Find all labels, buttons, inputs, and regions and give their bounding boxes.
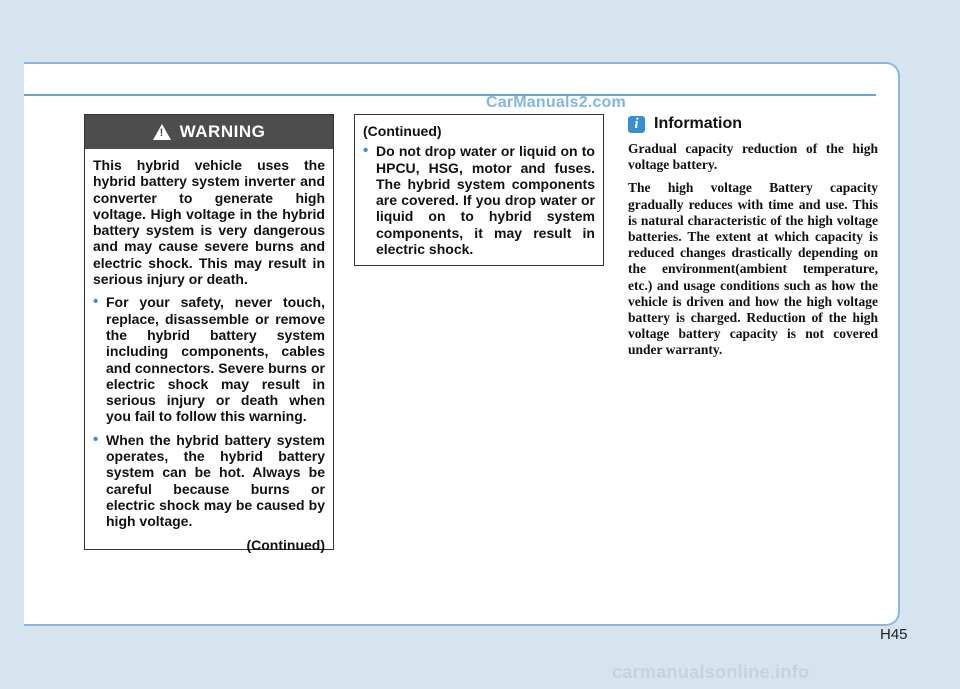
bullet-dot-icon: • <box>93 430 99 448</box>
continued-bullet-text: Do not drop water or liquid on to HPCU, HSG, motor and fuses. The hybrid system components are covered. If you drop water or liquid on to hybrid system components, it may result in electric shock. <box>376 143 595 258</box>
watermark-top[interactable]: CarManuals2.com <box>486 94 626 111</box>
page-number: H45 <box>880 626 908 643</box>
information-header <box>628 116 878 133</box>
continued-title: (Continued) <box>363 123 442 139</box>
information-paragraph: The high voltage Battery capacity gradually reduces with time and use. This is natural characteristic of the high voltage batteries. The extent at which capacity is reduced changes drastically depending on the environment(ambient temperature, etc.) and usage conditions such as how the vehicle is driven and how the high voltage battery is charged. Reduction of the high voltage battery capacity is not covered under warranty. <box>628 180 878 358</box>
warning-header-label: WARNING <box>179 122 266 141</box>
bullet-dot-icon: • <box>363 142 369 160</box>
information-paragraph: Gradual capacity reduction of the high voltage battery. <box>628 141 878 173</box>
info-icon: i <box>628 116 645 133</box>
warning-bullet <box>93 432 325 530</box>
continued-warning-box <box>354 114 604 266</box>
information-section <box>628 116 878 366</box>
manual-page <box>24 62 900 626</box>
warning-triangle-icon: ! <box>153 124 171 140</box>
watermark-bottom[interactable]: carmanualsonline.info <box>612 662 810 682</box>
header-rule <box>24 94 876 96</box>
warning-bullet-text: For your safety, never touch, replace, disassemble or remove the hybrid battery system including components, cables and connectors. Severe burns or electric shock may result in serious injury or death when you fail to follow this warning. <box>106 294 325 425</box>
warning-bullet-text: When the hybrid battery system operates, the hybrid battery system can be hot. Always be careful because burns or electric shock may be caused by high voltage. <box>106 431 325 530</box>
warning-bullet <box>93 294 325 424</box>
warning-header <box>85 115 333 149</box>
warning-paragraph: This hybrid vehicle uses the hybrid battery system inverter and converter to generate high voltage. High voltage in the hybrid battery system is very dangerous and may cause severe burns and electric shock. This may result in serious injury or death. <box>93 157 325 288</box>
information-title: Information <box>654 115 742 133</box>
warning-continued: (Continued) <box>246 536 325 553</box>
bullet-dot-icon: • <box>93 293 99 311</box>
continued-bullet <box>363 143 595 257</box>
warning-box <box>84 114 334 553</box>
